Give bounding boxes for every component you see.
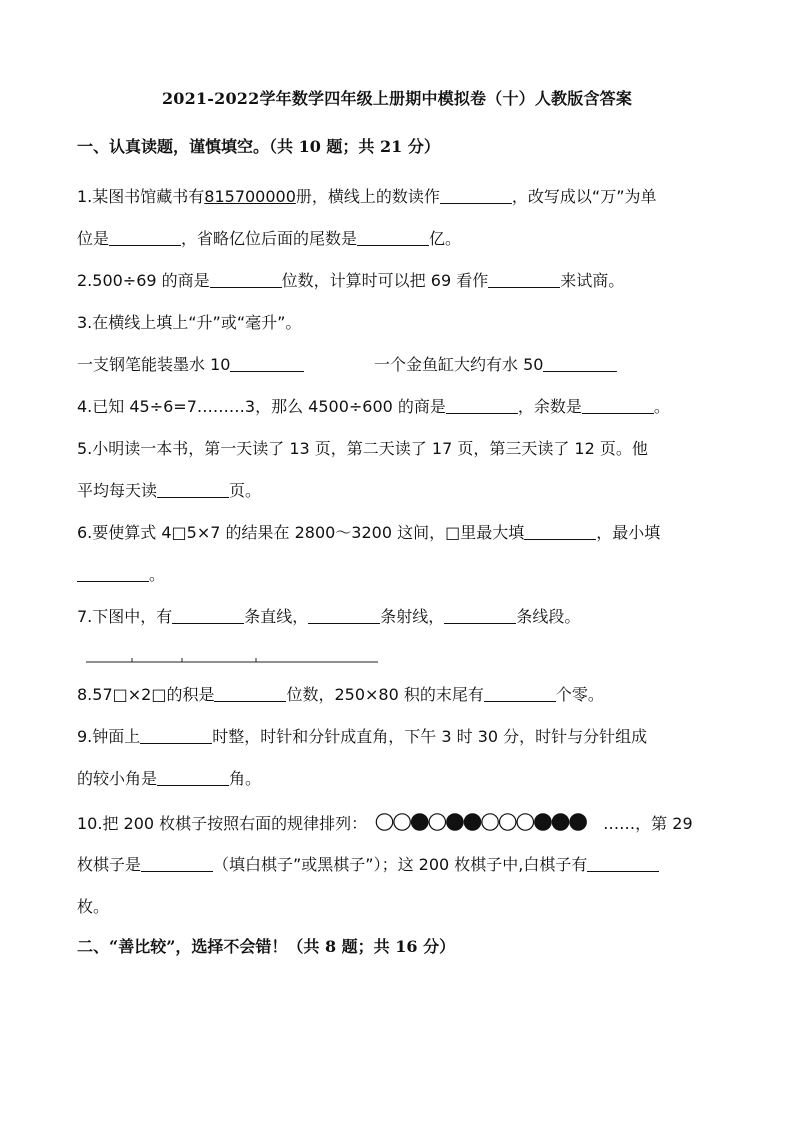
question-3-item-1: 一支钢笔能装墨水 10 xyxy=(77,354,304,376)
answer-blank[interactable] xyxy=(308,607,380,624)
answer-blank[interactable] xyxy=(524,523,596,540)
white-piece xyxy=(376,814,392,830)
question-8: 8.57□×2□的积是 位数，250×80 积的末尾有 个零。 xyxy=(77,685,604,704)
answer-blank[interactable] xyxy=(357,229,429,246)
question-6-line-2: 。 xyxy=(77,564,165,586)
page-title: 2021-2022学年数学四年级上册期中模拟卷（十）人教版含答案 xyxy=(161,89,633,108)
answer-blank[interactable] xyxy=(440,187,512,204)
answer-blank[interactable] xyxy=(582,397,654,414)
answer-blank[interactable] xyxy=(230,355,304,372)
answer-blank[interactable] xyxy=(587,855,659,872)
question-9-line-1: 9.钟面上 时整，时针和分针成直角，下午 3 时 30 分，时针与分针组成 xyxy=(77,727,648,746)
question-9-line-2: 的较小角是 角。 xyxy=(77,769,262,788)
section-1-heading: 一、认真读题，谨慎填空。（共 10 题；共 21 分） xyxy=(77,137,440,156)
section-2-heading: 二、“善比较”，选择不会错！（共 8 题；共 16 分） xyxy=(77,937,456,956)
white-piece xyxy=(517,814,533,830)
question-6-line-1: 6.要使算式 4□5×7 的结果在 2800～3200 这间，□里最大填 ，最小填 xyxy=(77,523,661,542)
answer-blank[interactable] xyxy=(140,727,212,744)
white-piece xyxy=(429,814,445,830)
answer-blank[interactable] xyxy=(484,685,556,702)
white-piece xyxy=(394,814,410,830)
chess-piece-pattern xyxy=(375,812,597,832)
answer-blank[interactable] xyxy=(77,565,149,582)
black-piece xyxy=(412,814,428,830)
answer-blank[interactable] xyxy=(543,355,617,372)
answer-blank[interactable] xyxy=(488,271,560,288)
answer-blank[interactable] xyxy=(141,855,213,872)
question-10-line-1: 10.把 200 枚棋子按照右面的规律排列： ……，第 29 xyxy=(77,814,693,833)
answer-blank[interactable] xyxy=(172,607,244,624)
black-piece xyxy=(552,814,568,830)
answer-blank[interactable] xyxy=(109,229,181,246)
answer-blank[interactable] xyxy=(210,271,282,288)
white-piece xyxy=(500,814,516,830)
question-1-line-1: 1.某图书馆藏书有815700000册，横线上的数读作 ，改写成以“万”为单 xyxy=(77,187,657,206)
answer-blank[interactable] xyxy=(444,607,516,624)
answer-blank[interactable] xyxy=(157,769,229,786)
black-piece xyxy=(464,814,480,830)
white-piece xyxy=(482,814,498,830)
question-1-line-2: 位是 ，省略亿位后面的尾数是 亿。 xyxy=(77,229,462,248)
answer-blank[interactable] xyxy=(446,397,518,414)
question-7: 7.下图中，有 条直线， 条射线， 条线段。 xyxy=(77,607,581,626)
black-piece xyxy=(535,814,551,830)
black-piece xyxy=(447,814,463,830)
question-5-line-2: 平均每天读 页。 xyxy=(77,481,262,500)
question-2: 2.500÷69 的商是 位数，计算时可以把 69 看作 来试商。 xyxy=(77,271,625,290)
question-10-line-3: 枚。 xyxy=(77,897,110,916)
question-10-line-2: 枚棋子是 （填白棋子”或黑棋子”）；这 200 枚棋子中,白棋子有 xyxy=(77,854,659,876)
question-5-line-1: 5.小明读一本书，第一天读了 13 页，第二天读了 17 页，第三天读了 12 页。他 xyxy=(77,439,648,458)
answer-blank[interactable] xyxy=(157,481,229,498)
line-figure xyxy=(86,657,382,667)
underlined-number: 815700000 xyxy=(204,187,296,206)
question-4: 4.已知 45÷6=7………3，那么 4500÷600 的商是 ，余数是 。 xyxy=(77,397,670,416)
question-3-item-2: 一个金鱼缸大约有水 50 xyxy=(374,354,617,376)
question-3: 3.在横线上填上“升”或“毫升”。 xyxy=(77,313,302,332)
black-piece xyxy=(570,814,586,830)
answer-blank[interactable] xyxy=(214,685,286,702)
